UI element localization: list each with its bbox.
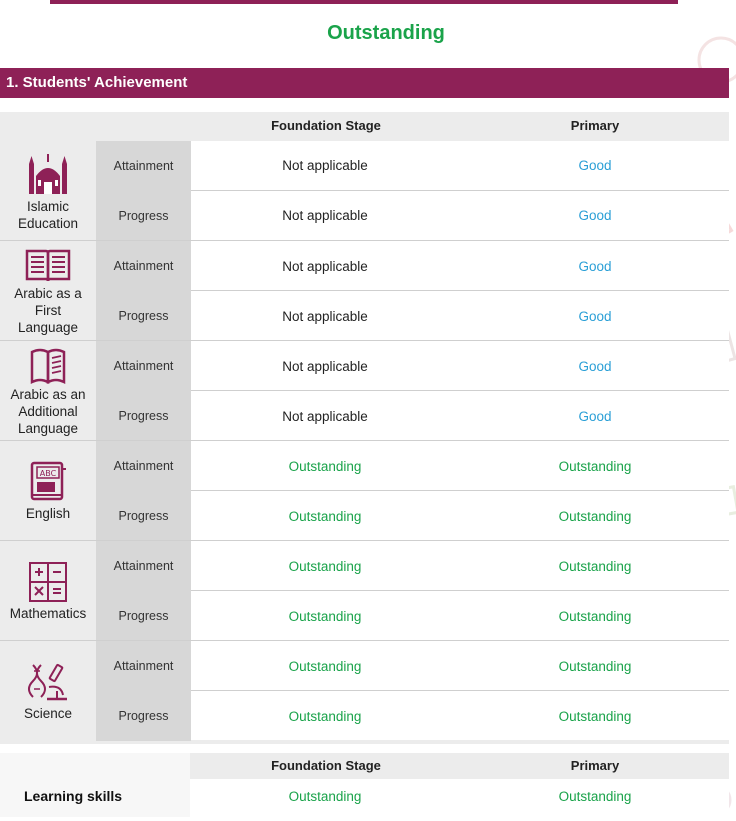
row-type-label: Attainment — [96, 241, 191, 291]
foundation-value: Outstanding — [288, 709, 362, 724]
row-type-label: Progress — [96, 591, 191, 641]
subject-name: Islamic Education — [17, 199, 79, 231]
subject-science — [0, 641, 96, 741]
column-header-primary: Primary — [570, 118, 620, 133]
subject-name: Science — [23, 705, 73, 721]
foundation-value: Not applicable — [282, 259, 368, 274]
primary-value: Outstanding — [558, 459, 632, 474]
subject-arabic-additional-language — [0, 341, 96, 441]
primary-value: Good — [578, 259, 612, 274]
row-type-label: Progress — [96, 691, 191, 741]
mosque-icon — [26, 150, 70, 196]
row-type-label: Attainment — [96, 541, 191, 591]
primary-value: Good — [578, 409, 612, 424]
top-rule — [50, 0, 678, 4]
row-type-label: Progress — [96, 291, 191, 341]
foundation-value: Outstanding — [288, 459, 362, 474]
primary-value: Outstanding — [558, 609, 632, 624]
calculator-icon — [28, 561, 68, 603]
subject-name: Arabic as an Additional Language — [10, 386, 86, 436]
subject-name: English — [25, 505, 71, 521]
foundation-value: Not applicable — [282, 208, 368, 223]
foundation-value: Outstanding — [288, 659, 362, 674]
abc-book-icon — [28, 461, 68, 503]
subject-name: Arabic as a First Language — [14, 285, 82, 335]
primary-value: Outstanding — [558, 709, 632, 724]
primary-value: Good — [578, 208, 612, 223]
column-header-foundation: Foundation Stage — [271, 118, 381, 133]
foundation-value: Not applicable — [282, 309, 368, 324]
row-type-label: Progress — [96, 391, 191, 441]
learning-skills-label: Learning skills — [24, 788, 123, 804]
learning-skills-label-cell — [0, 753, 190, 817]
row-type-label: Attainment — [96, 341, 191, 391]
foundation-value: Not applicable — [282, 409, 368, 424]
primary-value: Good — [578, 309, 612, 324]
book-icon — [28, 346, 68, 384]
subject-arabic-first-language — [0, 241, 96, 341]
foundation-value: Outstanding — [288, 509, 362, 524]
row-type-label: Progress — [96, 491, 191, 541]
subject-english — [0, 441, 96, 541]
learning-skills-header-primary: Primary — [570, 758, 620, 773]
foundation-value: Outstanding — [288, 609, 362, 624]
primary-value: Outstanding — [558, 559, 632, 574]
row-type-label: Attainment — [96, 441, 191, 491]
section-title: 1. Students' Achievement — [0, 68, 729, 98]
overall-judgement: Outstanding — [327, 22, 445, 44]
learning-skills-primary-value: Outstanding — [558, 789, 632, 804]
row-type-label: Attainment — [96, 141, 191, 191]
primary-value: Good — [578, 359, 612, 374]
subject-mathematics — [0, 541, 96, 641]
foundation-value: Outstanding — [288, 559, 362, 574]
primary-value: Outstanding — [558, 509, 632, 524]
learning-skills-header-foundation: Foundation Stage — [271, 758, 381, 773]
open-book-icon — [24, 247, 72, 283]
row-type-label: Attainment — [96, 641, 191, 691]
primary-value: Outstanding — [558, 659, 632, 674]
learning-skills-foundation-value: Outstanding — [288, 789, 362, 804]
foundation-value: Not applicable — [282, 158, 368, 173]
subject-name: Mathematics — [9, 605, 87, 621]
subject-islamic-education — [0, 141, 96, 241]
svg-text:ABC: ABC — [39, 468, 57, 478]
row-type-label: Progress — [96, 191, 191, 241]
foundation-value: Not applicable — [282, 359, 368, 374]
microscope-icon — [27, 661, 69, 703]
primary-value: Good — [578, 158, 612, 173]
